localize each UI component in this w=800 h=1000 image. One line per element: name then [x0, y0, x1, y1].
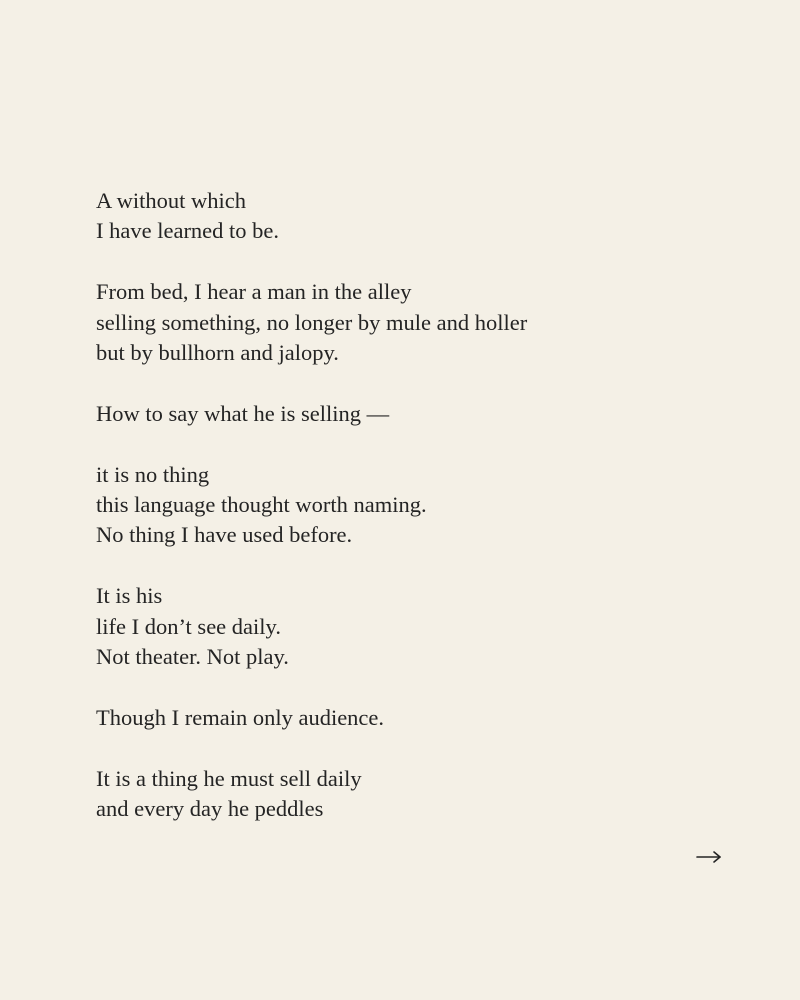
poem-line: but by bullhorn and jalopy.: [96, 340, 339, 366]
poem-line: From bed, I hear a man in the alley: [96, 279, 412, 305]
stanza: [96, 186, 736, 247]
poem-line: Not theater. Not play.: [96, 644, 289, 670]
poem-line: life I don’t see daily.: [96, 613, 281, 639]
stanza: [96, 764, 736, 825]
stanza: [96, 460, 736, 551]
stanza: [96, 703, 736, 733]
poem-body: [96, 186, 736, 824]
poem-line: I have learned to be.: [96, 218, 280, 244]
poem-line: A without which: [96, 188, 246, 213]
stanza: [96, 399, 736, 429]
poem-line: this language thought worth naming.: [96, 492, 427, 518]
arrow-right-icon: [696, 850, 722, 864]
poem-line: No thing I have used before.: [96, 522, 353, 548]
poem-line: How to say what he is selling —: [96, 400, 390, 426]
poem-line: Though I remain only audience.: [96, 704, 385, 730]
poem-line: selling something, no longer by mule and holler: [96, 309, 528, 335]
poem-line: It is a thing he must sell daily: [96, 765, 362, 791]
poem-line: It is his: [96, 583, 163, 609]
stanza: [96, 277, 736, 368]
stanza: [96, 581, 736, 672]
poem-line: it is no thing: [96, 461, 210, 487]
next-page-button[interactable]: [694, 842, 724, 872]
poem-line: and every day he peddles: [96, 796, 324, 822]
